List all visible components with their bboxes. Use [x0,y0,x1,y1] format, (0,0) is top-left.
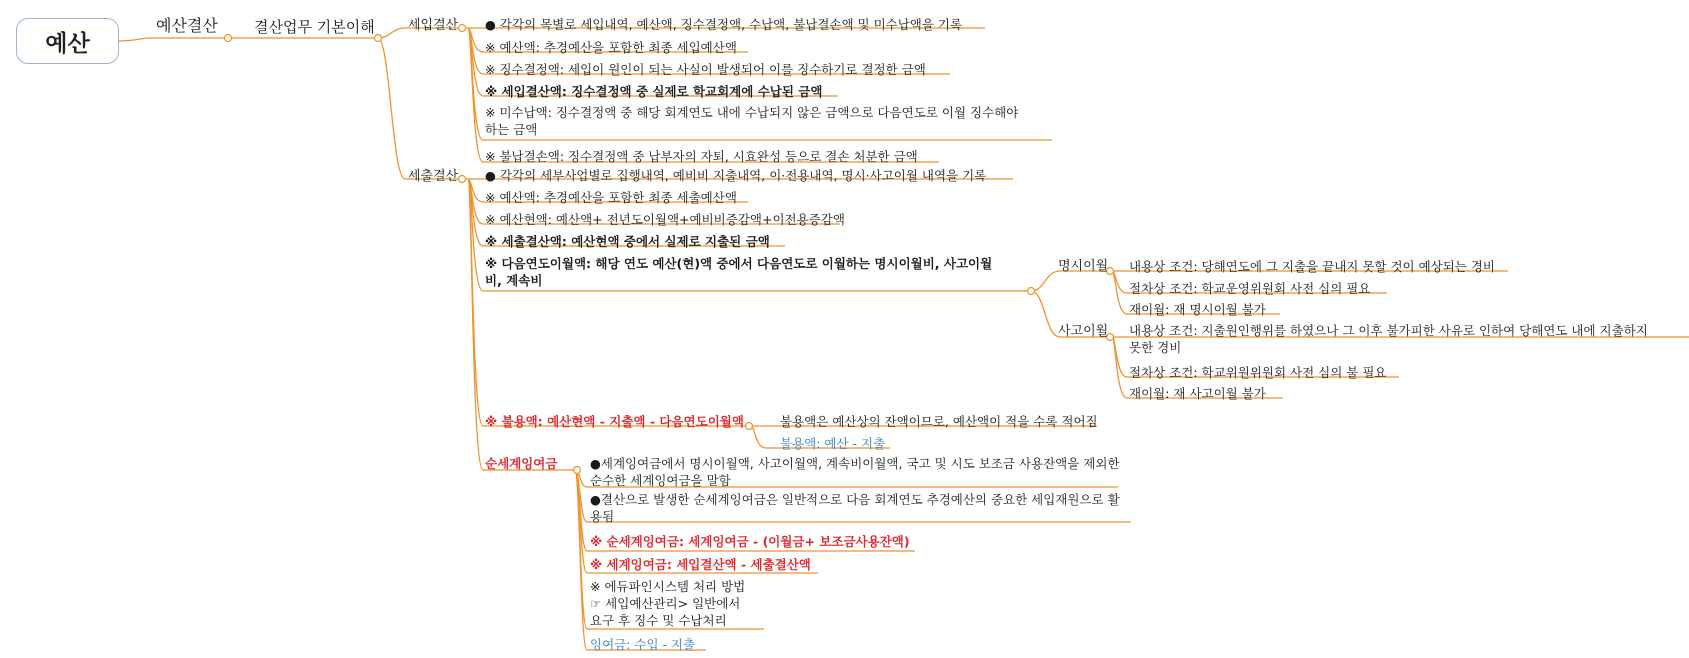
topic-accident-carryover[interactable]: 사고이월 [1058,324,1109,339]
surplus-item[interactable]: ●세계잉여금에서 명시이월액, 사고이월액, 계속비이월액, 국고 및 시도 보조금 사용잔액을 제외한 순수한 세계잉여금을 말함 [590,456,1120,488]
topic-unused-amount[interactable]: ※ 불용액: 예산현액 - 지출액 - 다음연도이월액 [485,414,744,429]
surplus-item-edufine[interactable]: ※ 에듀파인시스템 처리 방법 ☞ 세입예산관리> 일반에서 요구 후 징수 및 수납처리 [590,579,746,628]
accident-carryover-item[interactable]: 절차상 조건: 학교위원위원회 사전 심의 불 필요 [1129,365,1387,380]
accident-carryover-item[interactable]: 재이월: 재 사고이월 불가 [1129,386,1266,401]
topic-expense-settlement[interactable]: 세출결산 [408,169,459,184]
surplus-item-formula[interactable]: ※ 순세계잉여금: 세계잉여금 - (이월금+ 보조금사용잔액) [590,534,910,549]
revenue-item[interactable]: ※ 예산액: 추경예산을 포함한 최종 세입예산액 [485,40,737,55]
explicit-carryover-item[interactable]: 절차상 조건: 학교운영위원회 사전 심의 필요 [1129,281,1371,296]
revenue-item[interactable]: ● 각각의 목별로 세입내역, 예산액, 징수결정액, 수납액, 불납결손액 및 미수납액을 기록 [485,17,963,32]
expense-item-carryover[interactable]: ※ 다음연도이월액: 해당 연도 예산(현)액 중에서 다음연도로 이월하는 명시이월비, 사고이월비, 계속비 [485,256,993,288]
surplus-item-formula[interactable]: ※ 세계잉여금: 세입결산액 - 세출결산액 [590,557,811,572]
surplus-item-formula-blue[interactable]: 잉여금: 수입 - 지출 [590,637,696,652]
topic-settlement-basics[interactable]: 결산업무 기본이해 [254,18,375,36]
expense-item[interactable]: ※ 세출결산액: 예산현액 중에서 실제로 지출된 금액 [485,234,770,249]
revenue-item[interactable]: ※ 세입결산액: 징수결정액 중 실제로 학교회계에 수납된 금액 [485,84,823,99]
expense-item[interactable]: ※ 예산현액: 예산액+ 전년도이월액+예비비증감액+이전용증감액 [485,212,845,227]
revenue-item[interactable]: ※ 징수결정액: 세입이 원인이 되는 사실이 발생되어 이를 징수하기로 결정한 금액 [485,62,926,77]
root-topic[interactable]: 예산 [16,18,119,64]
expense-item[interactable]: ● 각각의 세부사업별로 집행내역, 예비비 지출내역, 이·전용내역, 명시·사고이월 내역을 기록 [485,168,987,183]
explicit-carryover-item[interactable]: 재이월: 재 명시이월 불가 [1129,302,1266,317]
accident-carryover-item[interactable]: 내용상 조건: 지출원인행위를 하였으나 그 이후 불가피한 사유로 인하여 당해연도 내에 지출하지 못한 경비 [1129,323,1648,355]
unused-item-formula[interactable]: 불용액: 예산 - 지출 [780,436,886,451]
explicit-carryover-item[interactable]: 내용상 조건: 당해연도에 그 지출을 끝내지 못할 것이 예상되는 경비 [1129,259,1495,274]
unused-item[interactable]: 불용액은 예산상의 잔액이므로, 예산액이 적을 수록 적어짐 [780,414,1098,429]
revenue-item[interactable]: ※ 미수납액: 징수결정액 중 해당 회계연도 내에 수납되지 않은 금액으로 다음연도로 이월 징수해야 하는 금액 [485,105,1019,137]
topic-revenue-settlement[interactable]: 세입결산 [408,18,459,33]
expense-item[interactable]: ※ 예산액: 추경예산을 포함한 최종 세출예산액 [485,190,737,205]
topic-net-surplus[interactable]: 순세계잉여금 [485,456,558,471]
topic-explicit-carryover[interactable]: 명시이월 [1058,259,1109,274]
revenue-item[interactable]: ※ 불납결손액: 징수결정액 중 납부자의 자퇴, 시효완성 등으로 결손 처분한 금액 [485,149,918,164]
surplus-item[interactable]: ●결산으로 발생한 순세계잉여금은 일반적으로 다음 회계연도 추경예산의 중요한 세입재원으로 활용됨 [590,492,1120,524]
topic-budget-settlement[interactable]: 예산결산 [156,16,218,35]
